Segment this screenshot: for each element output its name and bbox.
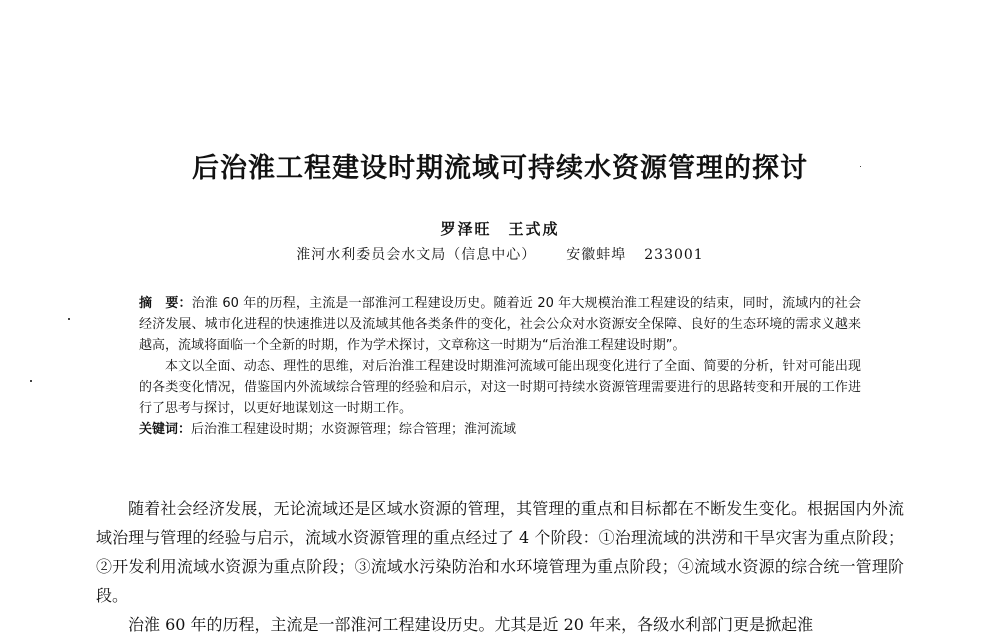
scan-speck [30,380,32,382]
body-text [96,494,904,639]
abstract-paragraph-1 [139,293,861,356]
abstract-label: 摘 要： [139,296,192,311]
affiliation-org: 淮河水利委员会水文局（信息中心） [296,247,537,263]
abstract-text-1: 治淮 60 年的历程，主流是一部淮河工程建设历史。随着近 20 年大规模治淮工程建设的结束，同时，流域内的社会经济发展、城市化进程的快速推进以及流域其他各类条件的变化，社会公众对水资源安全保障、良好的生态环境的需求义越来越高，流域将面临一个全新的时期，作为学术探讨，文章称这一时期为“后治淮工程建设时期”。 [139,296,861,353]
affiliation [0,244,1000,264]
scan-speck [860,166,861,167]
abstract-paragraph-2: 本文以全面、动态、理性的思维，对后治淮工程建设时期淮河流域可能出现变化进行了全面、简要的分析，针对可能出现的各类变化情况，借鉴国内外流域综合管理的经验和启示，对这一时期可持续水资源管理需要进行的思路转变和开展的工作进行了思考与探讨，以更好地谋划这一时期工作。 [139,359,861,416]
scan-speck [68,318,70,320]
affiliation-location: 安徽蚌埠 [566,247,627,263]
keywords-line [139,419,861,440]
body-paragraph-2: 治淮 60 年的历程，主流是一部淮河工程建设历史。尤其是近 20 年来，各级水利部门更是掀起淮 [128,615,814,634]
authors: 罗泽旺 王式成 [440,220,560,238]
body-paragraph-1: 随着社会经济发展，无论流域还是区域水资源的管理，其管理的重点和目标都在不断发生变化。根据国内外流域治理与管理的经验与启示，流域水资源管理的重点经过了 4 个阶段：①治理流域的洪涝和干旱灾害为重点阶段；②开发利用流域水资源为重点阶段；③流域水污染防治和水环境管理为重点阶段；④流域水资源的综合统一管理阶段。 [96,499,904,605]
keywords-text: 后治淮工程建设时期；水资源管理；综合管理；淮河流域 [191,422,517,437]
paper-title: 后治淮工程建设时期流域可持续水资源管理的探讨 [192,153,808,184]
abstract [139,293,861,440]
affiliation-postcode: 233001 [644,247,704,263]
keywords-label: 关键词： [139,422,192,437]
